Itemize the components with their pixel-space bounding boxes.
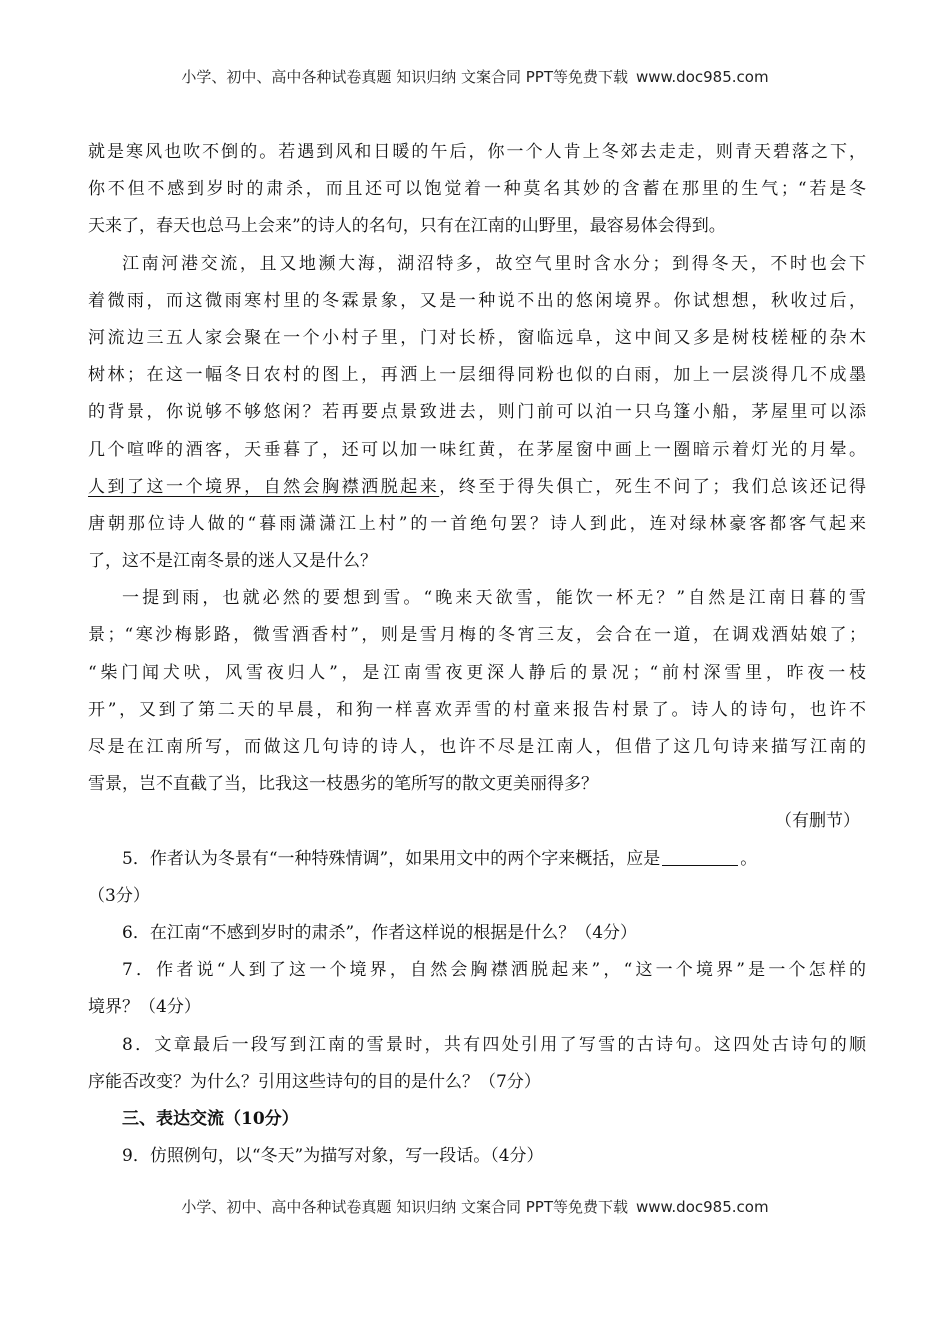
text-line: 天来了，春天也总马上会来”的诗人的名句，只有在江南的山野里，最容易体会得到。 bbox=[88, 216, 726, 237]
footer-text: 小学、初中、高中各种试卷真题 知识归纳 文案合同 PPT等免费下载 bbox=[181, 1198, 628, 1216]
text-line: 唐朝那位诗人做的“暮雨潇潇江上村”的一首绝句罢？诗人到此，连对绿林豪客都客气起来 bbox=[88, 513, 866, 534]
text-line: 景；“寒沙梅影路，微雪酒香村”，则是雪月梅的冬宵三友，会合在一道，在调戏酒姑娘了； bbox=[88, 625, 866, 646]
question-text: 。 bbox=[740, 848, 758, 869]
text-line: “柴门闻犬吠，风雪夜归人”，是江南雪夜更深人静后的景况；“前村深雪里，昨夜一枝 bbox=[88, 662, 866, 683]
question-9 bbox=[88, 1138, 866, 1175]
abridged-note: （有删节） bbox=[775, 811, 860, 832]
text-line: 7．作者说“人到了这一个境界，自然会胸襟洒脱起来”，“这一个境界”是一个怎样的 bbox=[122, 960, 866, 981]
document-body bbox=[88, 134, 866, 1175]
question-7 bbox=[88, 952, 866, 1026]
section-heading: 三、表达交流（10分） bbox=[122, 1108, 299, 1129]
underlined-sentence: 人到了这一个境界，自然会胸襟洒脱起来 bbox=[88, 476, 440, 497]
text-line: 河流边三五人家会聚在一个小村子里，门对长桥，窗临远阜，这中间又多是树枝槎桠的杂木 bbox=[88, 327, 866, 348]
footer-banner bbox=[0, 1196, 950, 1217]
header-banner bbox=[0, 66, 950, 87]
paragraph-1 bbox=[88, 134, 866, 246]
text-segment: ，终至于得失俱亡，死生不问了；我们总该还记得 bbox=[439, 476, 866, 497]
paragraph-3 bbox=[88, 580, 866, 803]
text-line: 树林；在这一幅冬日农村的图上，再洒上一层细得同粉也似的白雨，加上一层淡得几不成墨 bbox=[88, 365, 866, 386]
text-line bbox=[88, 841, 866, 878]
text-line: 雪景，岂不直截了当，比我这一枝愚劣的笔所写的散文更美丽得多？ bbox=[88, 774, 598, 795]
text-line: 6．在江南“不感到岁时的肃杀”，作者这样说的根据是什么？（4分） bbox=[122, 922, 638, 943]
text-line: 序能否改变？为什么？引用这些诗句的目的是什么？（7分） bbox=[88, 1071, 541, 1092]
text-line: 一提到雨，也就必然的要想到雪。“晚来天欲雪，能饮一杯无？”自然是江南日暮的雪 bbox=[122, 588, 866, 609]
text-line: 9．仿照例句，以“冬天”为描写对象，写一段话。（4分） bbox=[122, 1146, 544, 1167]
header-url[interactable]: www.doc985.com bbox=[635, 68, 769, 86]
text-line: （3分） bbox=[88, 885, 150, 906]
text-line: 8．文章最后一段写到江南的雪景时，共有四处引用了写雪的古诗句。这四处古诗句的顺 bbox=[122, 1034, 866, 1055]
text-line: 你不但不感到岁时的肃杀，而且还可以饱觉着一种莫名其妙的含蓄在那里的生气；“若是冬 bbox=[88, 179, 866, 200]
text-line: 了，这不是江南冬景的迷人又是什么？ bbox=[88, 551, 377, 572]
text-line: 的背景，你说够不够悠闲？若再要点景致进去，则门前可以泊一只乌篷小船，茅屋里可以添 bbox=[88, 402, 866, 423]
text-line: 着微雨，而这微雨寒村里的冬霖景象，又是一种说不出的悠闲境界。你试想想，秋收过后， bbox=[88, 290, 866, 311]
question-5 bbox=[88, 841, 866, 915]
text-line: 江南河港交流，且又地濒大海，湖沼特多，故空气里时含水分；到得冬天，不时也会下 bbox=[122, 253, 866, 274]
footer-url[interactable]: www.doc985.com bbox=[635, 1198, 769, 1216]
answer-blank[interactable] bbox=[662, 843, 738, 866]
text-line: 开”，又到了第二天的早晨，和狗一样喜欢弄雪的村童来报告村景了。诗人的诗句，也许不 bbox=[88, 699, 866, 720]
text-line bbox=[88, 469, 866, 506]
text-line: 就是寒风也吹不倒的。若遇到风和日暖的午后，你一个人肯上冬郊去走走，则青天碧落之下， bbox=[88, 142, 866, 162]
text-line: 尽是在江南所写，而做这几句诗的诗人，也许不尽是江南人，但借了这几句诗来描写江南的 bbox=[88, 737, 866, 757]
question-text: 5．作者认为冬景有“一种特殊情调”，如果用文中的两个字来概括，应是 bbox=[122, 848, 661, 869]
header-text: 小学、初中、高中各种试卷真题 知识归纳 文案合同 PPT等免费下载 bbox=[181, 68, 628, 86]
question-8 bbox=[88, 1027, 866, 1101]
question-6 bbox=[88, 915, 866, 952]
text-line: 境界？（4分） bbox=[88, 997, 201, 1018]
text-line: 几个喧哗的酒客，天垂暮了，还可以加一味红黄，在茅屋窗中画上一圈暗示着灯光的月晕。 bbox=[88, 439, 866, 460]
paragraph-2 bbox=[88, 246, 866, 581]
